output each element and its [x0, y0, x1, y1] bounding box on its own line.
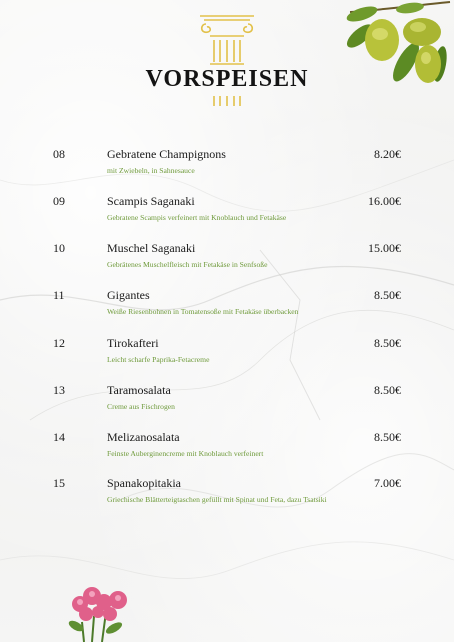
item-name: Gebratene Champignons — [107, 147, 226, 161]
item-name: Gigantes — [107, 288, 150, 302]
olive-branch-icon — [340, 0, 454, 100]
item-number: 14 — [53, 430, 65, 444]
item-price: 8.50€ — [374, 288, 401, 302]
item-description: Gebratene Scampis verfeinert mit Knoblauch und Fetakäse — [107, 213, 287, 222]
item-number: 11 — [53, 288, 65, 302]
page-title: VORSPEISEN — [145, 66, 309, 92]
item-name: Taramosalata — [107, 383, 171, 397]
menu-item — [0, 288, 454, 332]
item-price: 8.20€ — [374, 147, 401, 161]
item-name: Scampis Saganaki — [107, 194, 195, 208]
item-description: Gebrätenes Muschelfleisch mit Fetakäse in Senfsoße — [107, 260, 268, 269]
item-number: 15 — [53, 476, 65, 490]
item-description: Creme aus Fischrogen — [107, 402, 175, 411]
item-name: Melizanosalata — [107, 430, 180, 444]
item-number: 13 — [53, 383, 65, 397]
item-price: 8.50€ — [374, 336, 401, 350]
menu-item — [0, 430, 454, 474]
item-price: 7.00€ — [374, 476, 401, 490]
item-description: Griechische Blätterteigtaschen gefüllt mit Spinat und Feta, dazu Tsatsiki — [107, 495, 327, 504]
item-price: 8.50€ — [374, 430, 401, 444]
item-price: 8.50€ — [374, 383, 401, 397]
item-description: Feinste Auberginencreme mit Knoblauch verfeinert — [107, 449, 264, 458]
item-description: Weiße Riesenbohnen in Tomatensoße mit Fetakäse überbacken — [107, 307, 299, 316]
menu-item — [0, 476, 454, 532]
item-description: Leicht scharfe Paprika-Fetacreme — [107, 355, 210, 364]
item-name: Tirokafteri — [107, 336, 159, 350]
item-number: 12 — [53, 336, 65, 350]
menu-item — [0, 336, 454, 380]
greek-column-icon — [196, 8, 258, 108]
item-name: Muschel Saganaki — [107, 241, 196, 255]
pink-flower-icon — [62, 582, 134, 642]
item-number: 10 — [53, 241, 65, 255]
menu-item — [0, 383, 454, 427]
menu-item — [0, 147, 454, 191]
menu-item — [0, 194, 454, 238]
item-number: 08 — [53, 147, 65, 161]
item-description: mit Zwiebeln, in Sahnesauce — [107, 166, 195, 175]
menu-item — [0, 241, 454, 285]
item-number: 09 — [53, 194, 65, 208]
item-price: 16.00€ — [368, 194, 401, 208]
item-price: 15.00€ — [368, 241, 401, 255]
item-name: Spanakopitakia — [107, 476, 181, 490]
